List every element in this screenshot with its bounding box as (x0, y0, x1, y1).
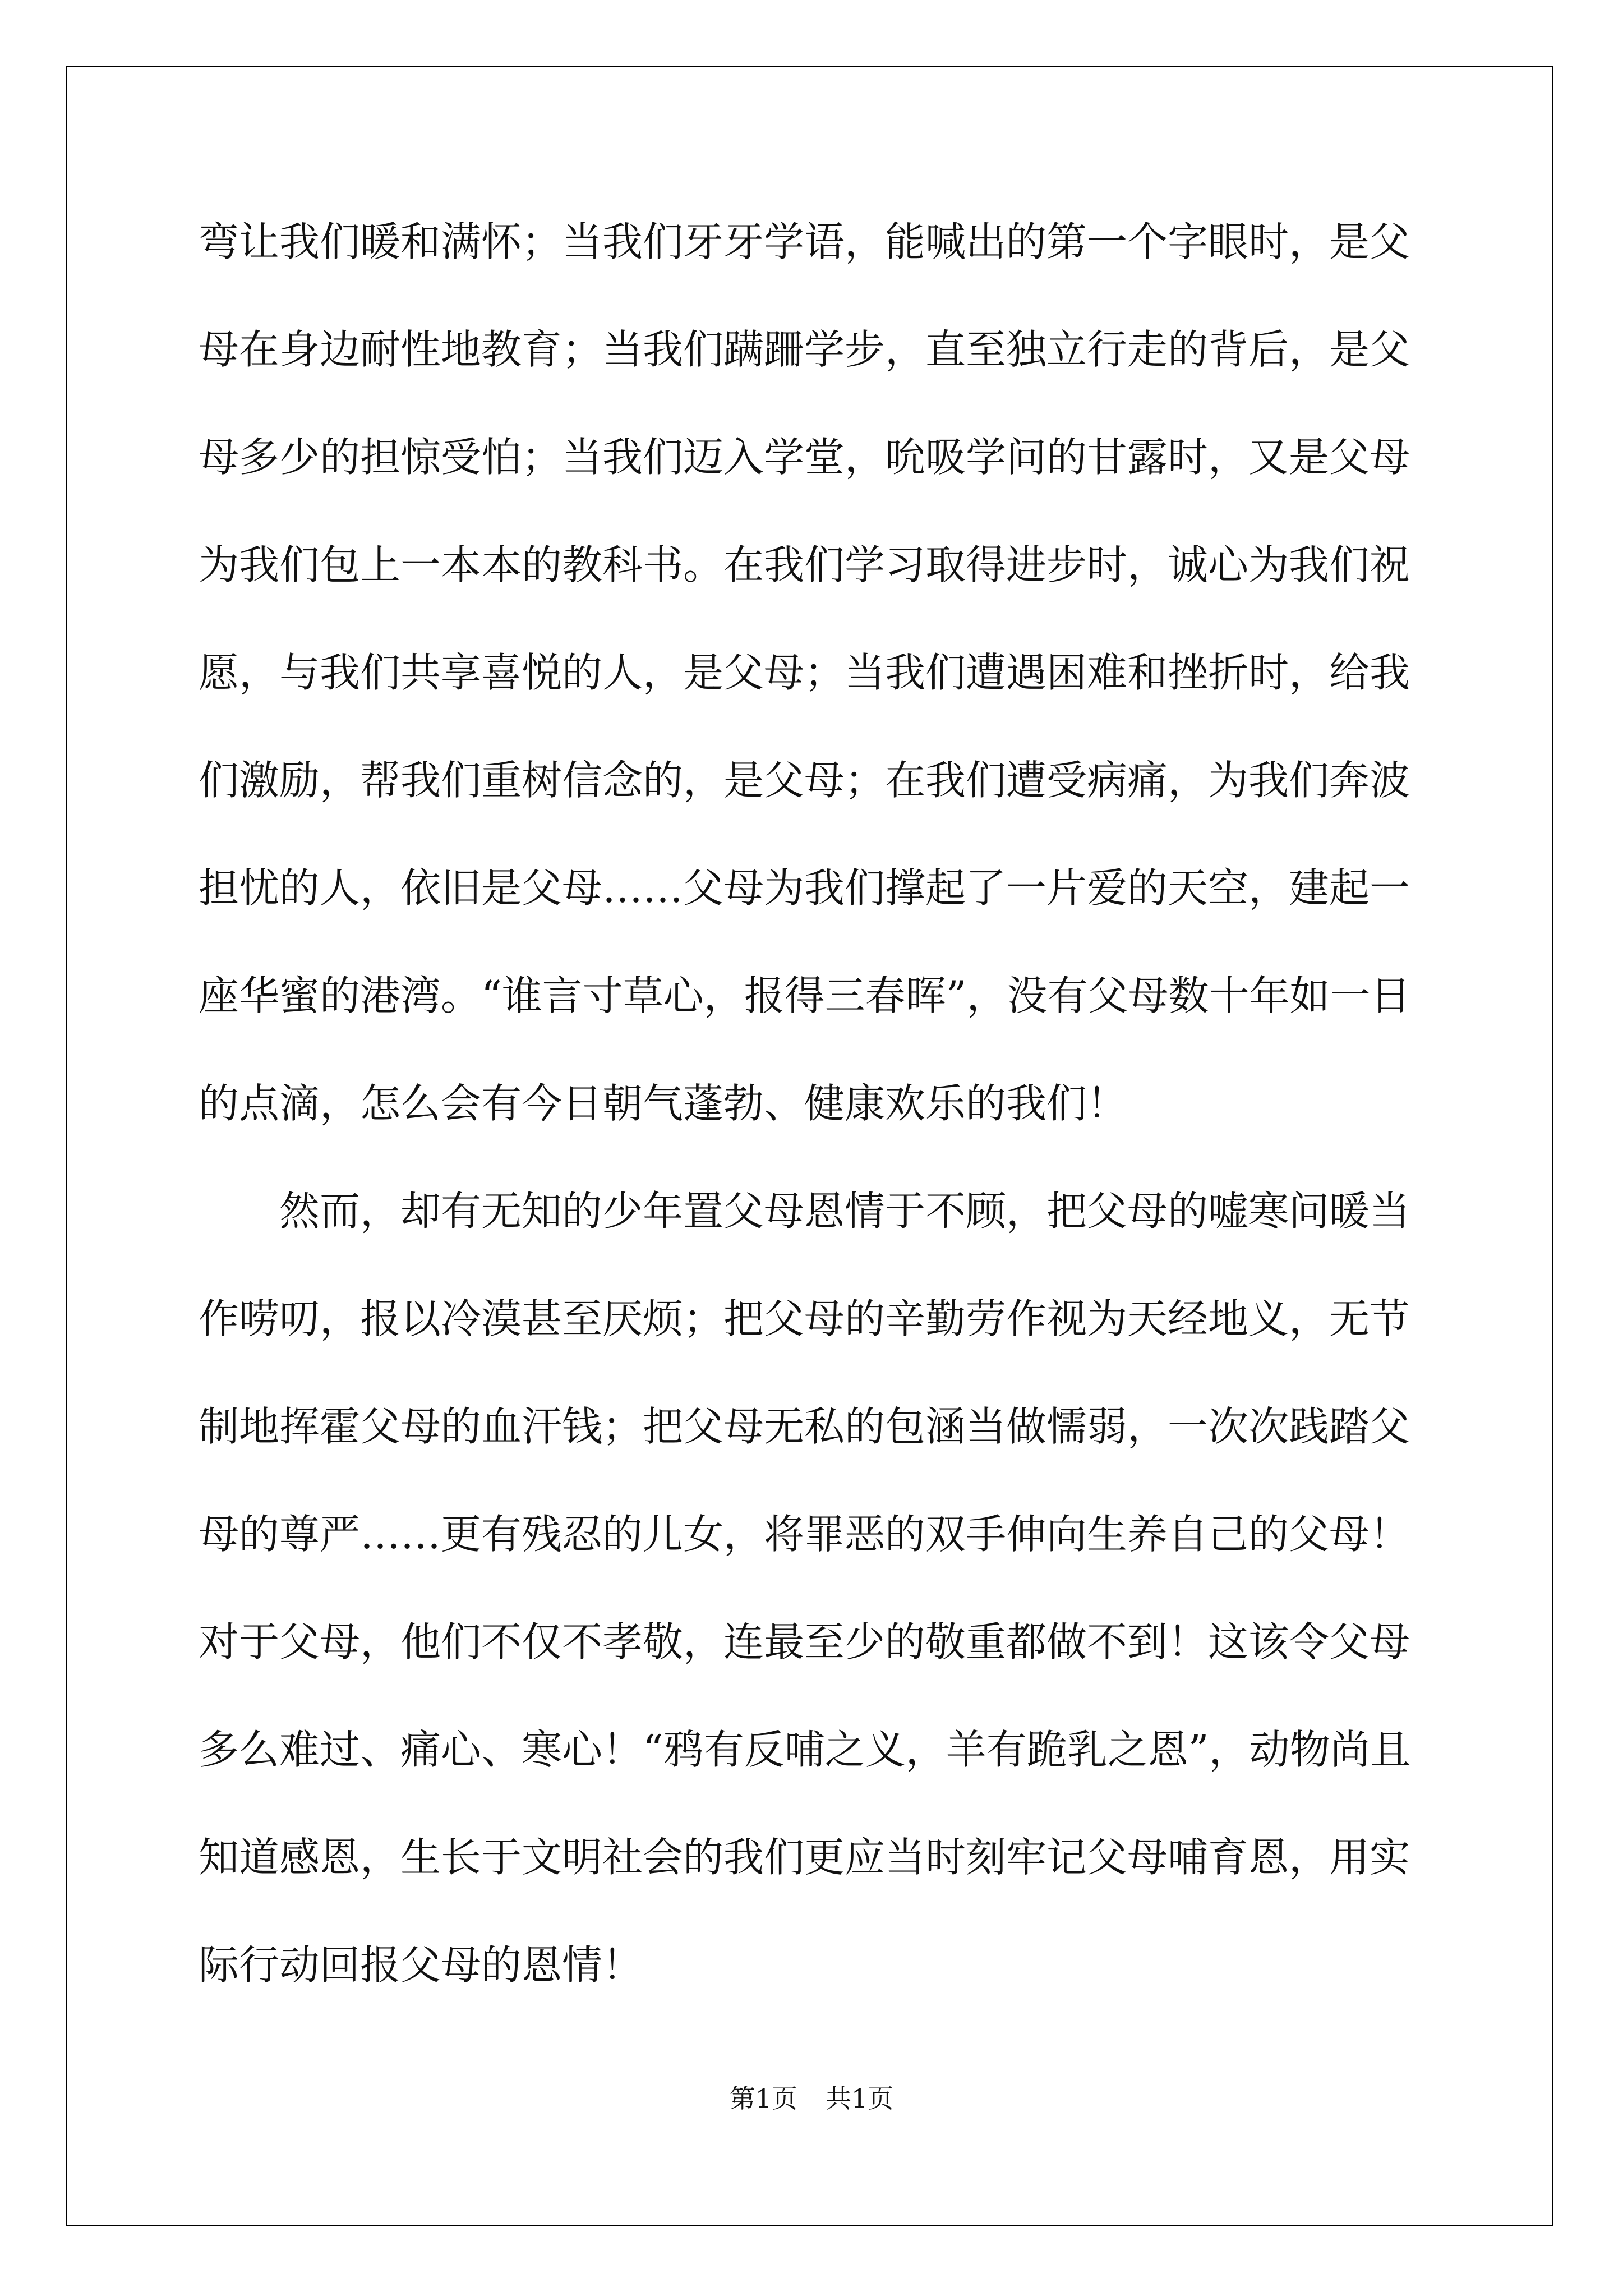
text-line: 的点滴，怎么会有今日朝气蓬勃、健康欢乐的我们！ (199, 1080, 1128, 1127)
text-line: 为我们包上一本本的教科书。在我们学习取得进步时，诚心为我们祝 (199, 541, 1410, 588)
text-line: 担忧的人，依旧是父母……父母为我们撑起了一片爱的天空，建起一 (199, 864, 1410, 912)
text-line: 母在身边耐性地教育；当我们蹒跚学步，直至独立行走的背后，是父 (199, 326, 1410, 373)
text-line: 多么难过、痛心、寒心！“鸦有反哺之义，羊有跪乳之恩”，动物尚且 (199, 1726, 1411, 1773)
text-line: 际行动回报父母的恩情！ (199, 1941, 643, 1989)
text-line: 母的尊严……更有残忍的儿女，将罪恶的双手伸向生养自己的父母！ (199, 1511, 1410, 1558)
text-line: 座华蜜的港湾。“谁言寸草心，报得三春晖”，没有父母数十年如一日 (199, 972, 1411, 1019)
page-border (66, 66, 1553, 2226)
paragraph-first-line: 然而，却有无知的少年置父母恩情于不顾，把父母的嘘寒问暖当 (279, 1188, 1410, 1235)
text-line: 制地挥霍父母的血汗钱；把父母无私的包涵当做懦弱，一次次践踏父 (199, 1403, 1410, 1450)
text-line: 知道感恩，生长于文明社会的我们更应当时刻牢记父母哺育恩，用实 (199, 1834, 1410, 1881)
page-total: 共1页 (826, 2083, 894, 2114)
text-line: 作唠叨，报以冷漠甚至厌烦；把父母的辛勤劳作视为天经地义，无节 (199, 1295, 1410, 1342)
text-line: 母多少的担惊受怕；当我们迈入学堂，吮吸学问的甘露时，又是父母 (199, 434, 1410, 481)
text-line: 愿，与我们共享喜悦的人，是父母；当我们遭遇困难和挫折时，给我 (199, 649, 1410, 696)
text-line: 们激励，帮我们重树信念的，是父母；在我们遭受病痛，为我们奔波 (199, 757, 1410, 804)
text-line: 对于父母，他们不仅不孝敬，连最至少的敬重都做不到！这该令父母 (199, 1618, 1410, 1665)
page-footer (0, 2082, 1623, 2115)
text-line: 弯让我们暖和满怀；当我们牙牙学语，能喊出的第一个字眼时，是父 (199, 218, 1410, 265)
page-number: 第1页 (729, 2083, 797, 2114)
